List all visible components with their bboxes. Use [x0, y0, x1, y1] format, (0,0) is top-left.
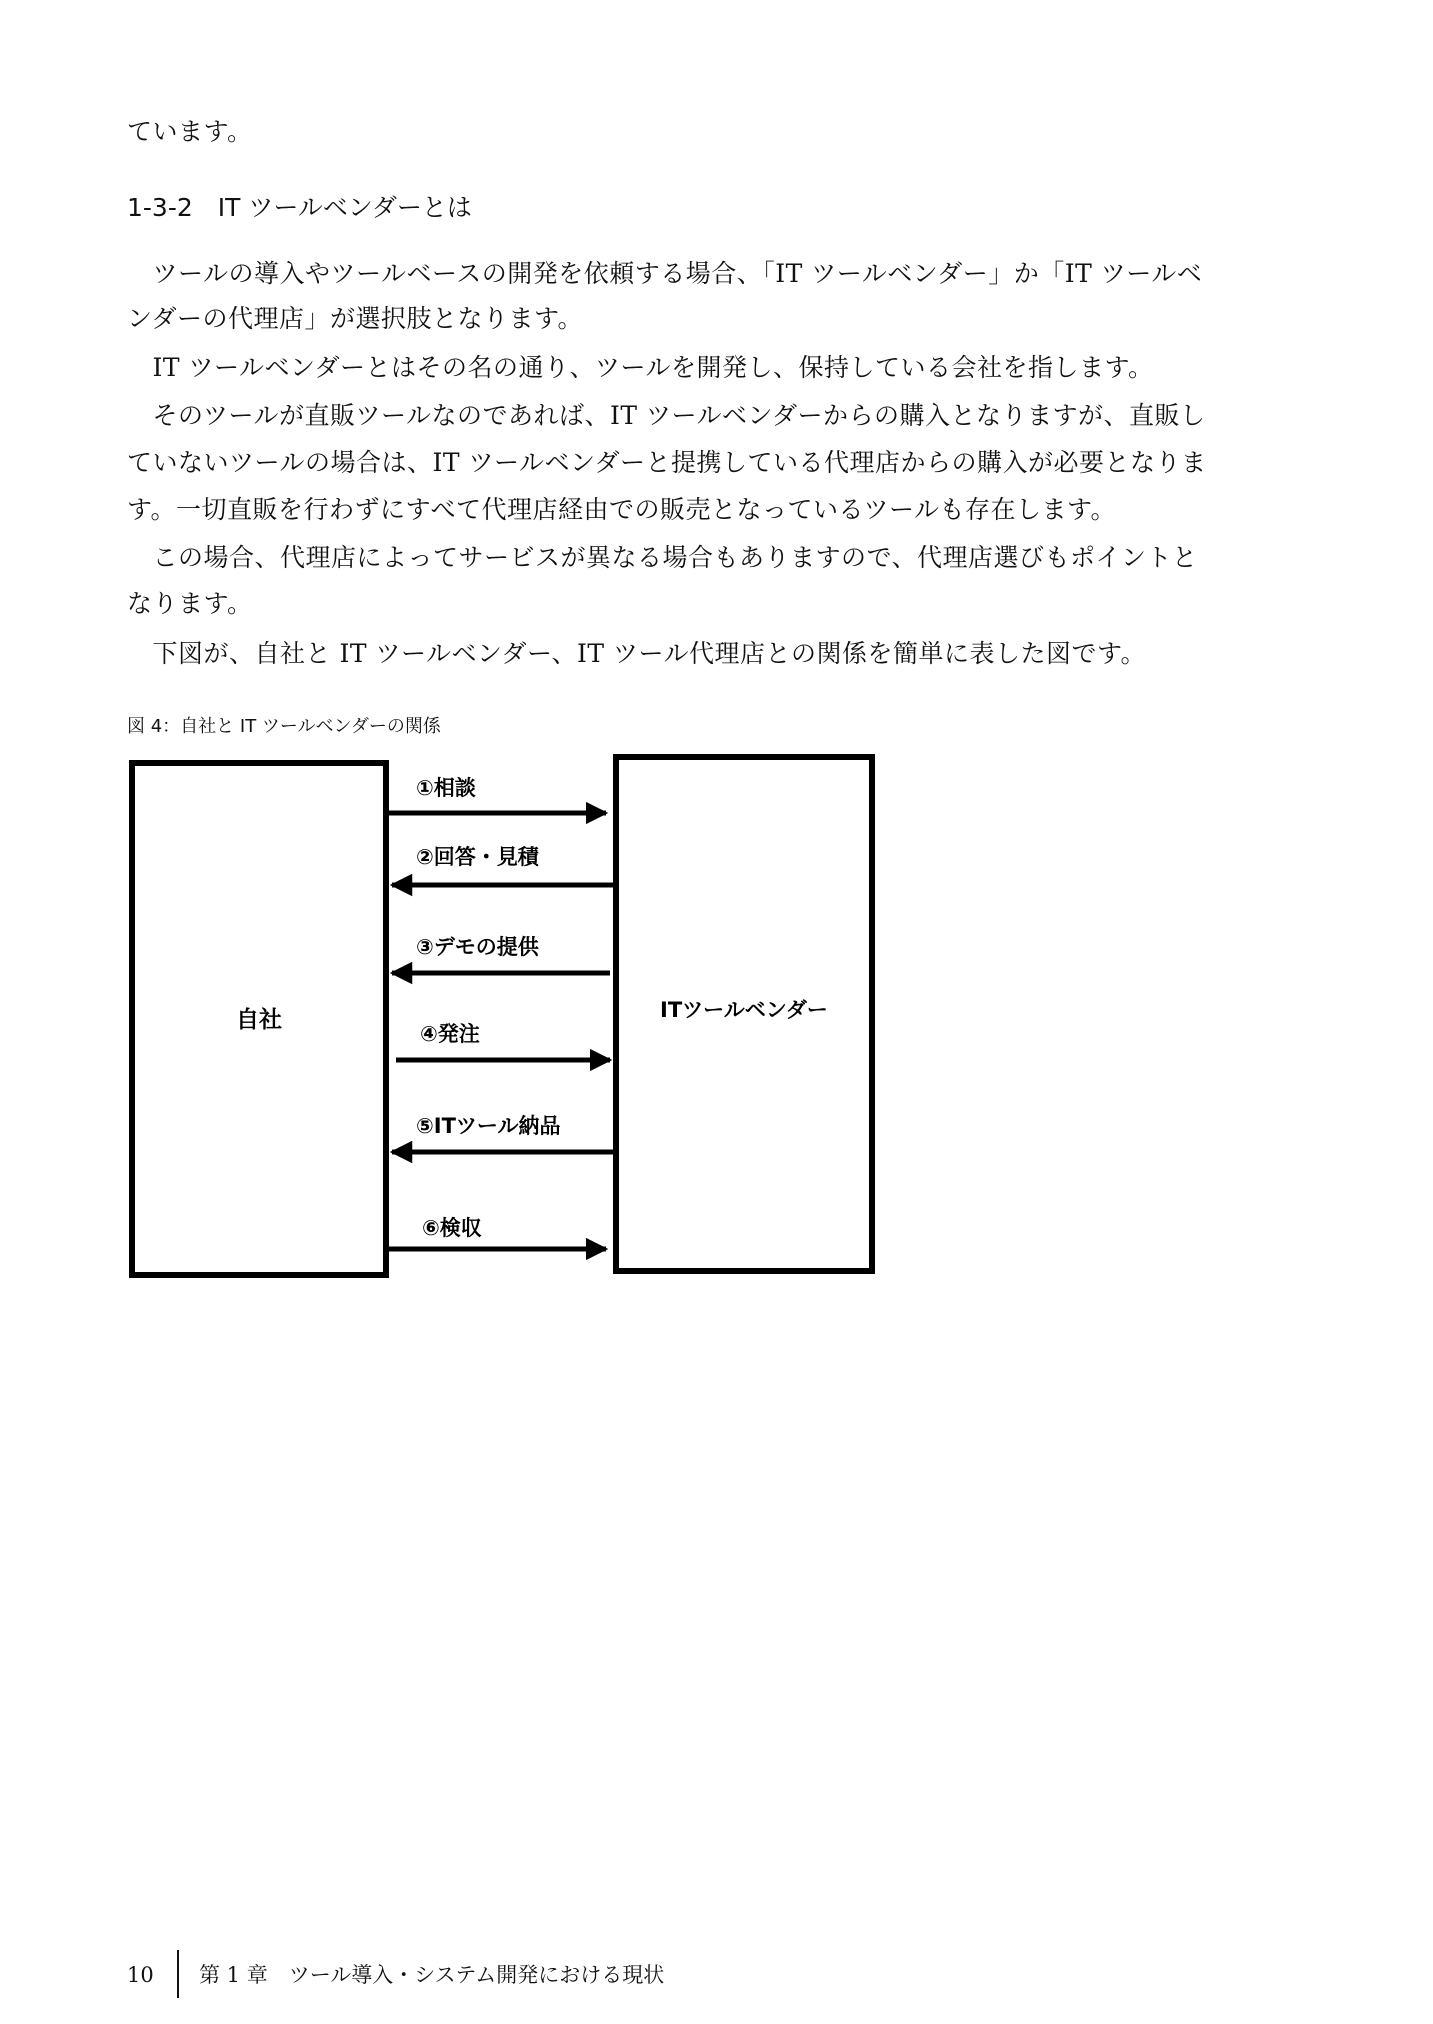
- body-line-1: ています。: [127, 117, 253, 146]
- page-number: 10: [127, 1963, 154, 1987]
- relationship-diagram: [120, 745, 890, 1290]
- body-line-4: IT ツールベンダーとはその名の通り、ツールを開発し、保持している会社を指します。: [127, 353, 1154, 382]
- body-line-2: ツールの導入やツールベースの開発を依頼する場合、「IT ツールベンダー」か「IT ツールベ: [127, 259, 1203, 288]
- company-box-label: 自社: [236, 1007, 282, 1033]
- arrow-label-demo: ③デモの提供: [416, 935, 539, 959]
- arrow-label-quote: ②回答・見積: [416, 845, 539, 869]
- arrow-label-acceptance: ⑥検収: [422, 1216, 482, 1240]
- arrow-label-consult: ①相談: [416, 776, 476, 800]
- body-line-9: なります。: [127, 589, 253, 618]
- section-heading: 1-3-2 IT ツールベンダーとは: [127, 193, 472, 222]
- body-line-8: この場合、代理店によってサービスが異なる場合もありますので、代理店選びもポイントと: [127, 543, 1198, 572]
- arrow-label-order: ④発注: [420, 1022, 480, 1046]
- figure-caption: 図 4：自社と IT ツールベンダーの関係: [127, 716, 441, 737]
- chapter-title: 第 1 章 ツール導入・システム開発における現状: [199, 1963, 665, 1987]
- arrow-label-delivery: ⑤ITツール納品: [416, 1114, 561, 1138]
- vendor-box-label: ITツールベンダー: [660, 998, 828, 1022]
- body-line-6: ていないツールの場合は、IT ツールベンダーと提携している代理店からの購入が必要となりま: [127, 448, 1207, 477]
- body-line-10: 下図が、自社と IT ツールベンダー、IT ツール代理店との関係を簡単に表した図です。: [127, 639, 1146, 668]
- body-line-7: す。一切直販を行わずにすべて代理店経由での販売となっているツールも存在します。: [127, 495, 1117, 524]
- body-line-3: ンダーの代理店」が選択肢となります。: [127, 304, 584, 333]
- footer-divider: [177, 1950, 179, 1998]
- body-line-5: そのツールが直販ツールなのであれば、IT ツールベンダーからの購入となりますが、直販し: [127, 401, 1206, 430]
